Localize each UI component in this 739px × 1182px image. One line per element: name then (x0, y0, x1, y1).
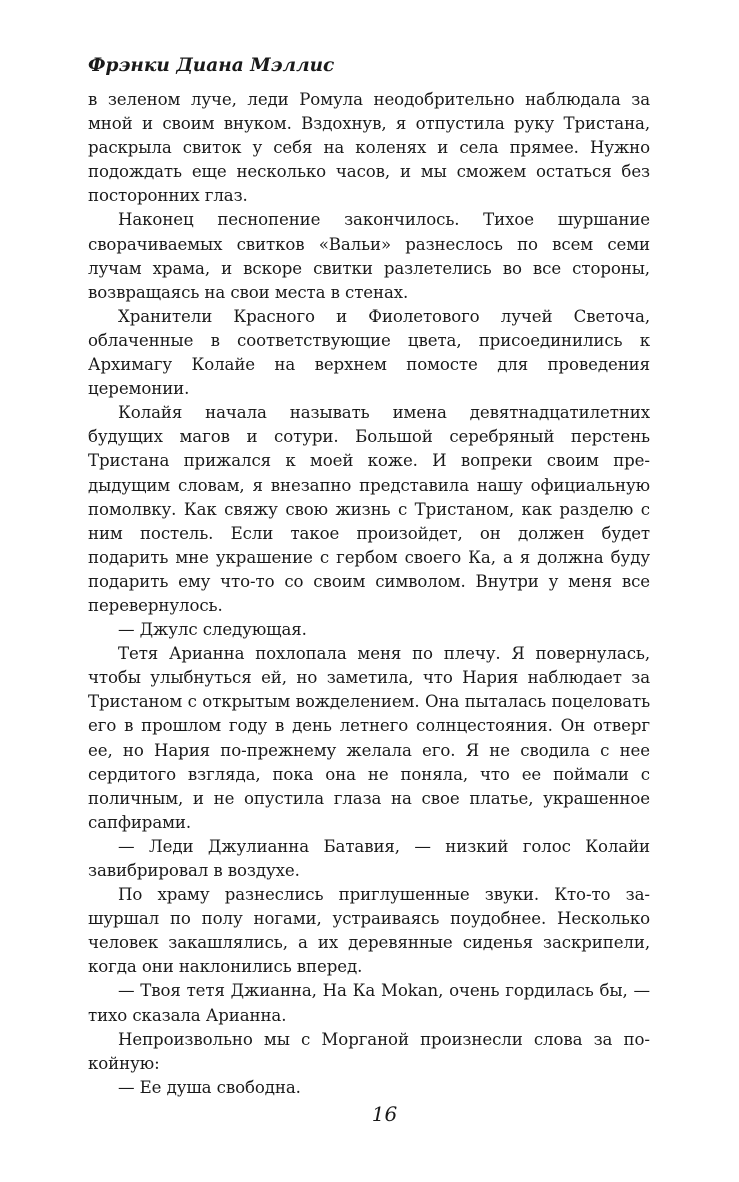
running-header-author: Фрэнки Диана Мэллис (88, 55, 335, 76)
paragraph: Колайя начала называть имена девятнадцатилетних будущих магов и сотури. Большой серебряный перстень Тристана прижался к моей коже. И вопреки своим предыдущим словам, я внезапно представила нашу официальную помолвку. Как свяжу свою жизнь с Тристаном, как разделю с ним постель. Если такое произойдет, он должен будет подарить мне украшение с гербом своего Ка, а я должна буду подарить ему что-то со своим символом. Внутри у меня все перевернулось. (88, 403, 650, 615)
dialogue-line: — Джулс следующая. (118, 620, 307, 640)
page-number: 16 (371, 1102, 398, 1126)
paragraph: По храму разнеслись приглушенные звуки. Кто-то зашуршал по полу ногами, устраиваясь поудобнее. Несколько человек закашлялись, а их деревянные сиденья заскрипели, когда они наклонились вперед. (88, 885, 650, 977)
dialogue-line: — Леди Джулианна Батавия, — низкий голос Колайи завибрировал в воздухе. (88, 836, 650, 880)
paragraph: Наконец песнопение закончилось. Тихое шуршание сворачиваемых свитков «Вальи» разнеслось по всем семи лучам храма, и вскоре свитки разлетелись во все стороны, возвращаясь на свои места в стенах. (88, 210, 650, 302)
paragraph: в зеленом луче, леди Ромула неодобрительно наблюдала за мной и своим внуком. Вздохнув, я отпустила руку Тристана, раскрыла свиток у себя на коленях и села прямее. Нужно подождать еще несколько часов, и мы сможем остаться без посторонних глаз. (88, 90, 650, 206)
paragraph: Хранители Красного и Фиолетового лучей Светоча, облаченные в соответствующие цвета, присоединились к Архимагу Колайе на верхнем помосте для проведения церемонии. (88, 306, 650, 399)
body-text (88, 88, 650, 1100)
dialogue-line: — Твоя тетя Джианна, На Ка Mokan, очень гордилась бы, — тихо сказала Арианна. (88, 981, 650, 1025)
paragraph: Тетя Арианна похлопала меня по плечу. Я повернулась, чтобы улыбнуться ей, но заметила, что Нария наблюдает за Тристаном с открытым вожделением. Она пыталась поцеловать его в прошлом году в день летнего солнцестояния. Он отверг ее, но Нария по-прежнему желала его. Я не сводила с нее сердитого взгляда, пока она не поняла, что ее поймали с поличным, и не опустила глаза на свое платье, украшенное сапфирами. (88, 644, 650, 832)
book-page (88, 52, 650, 1100)
dialogue-line: — Ее душа свободна. (118, 1077, 301, 1097)
paragraph: Непроизвольно мы с Морганой произнесли слова за покойную: (88, 1029, 650, 1073)
